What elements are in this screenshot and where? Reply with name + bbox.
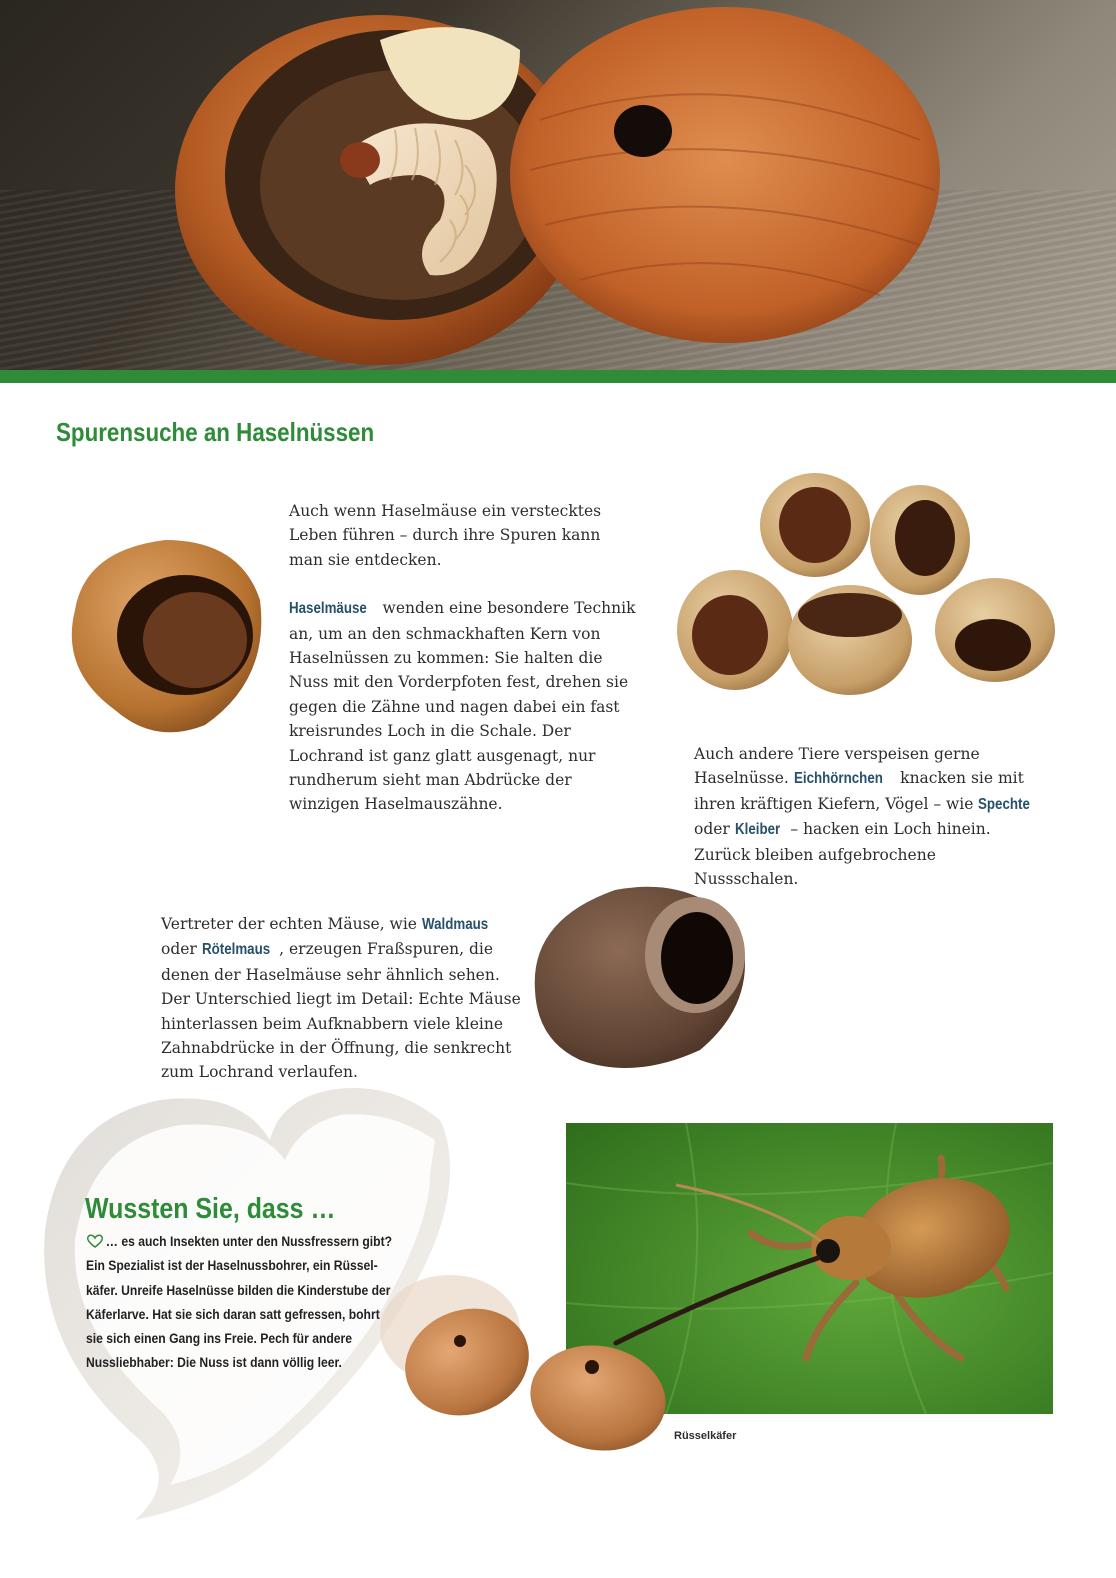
hero-photo xyxy=(0,0,1116,370)
true-mice-text: Vertreter der echten Mäuse, wie Waldmaus oder Rötelmaus , erzeugen Fraßspuren, die denen der Haselmäuse sehr ähnlich sehen. Der Unterschied liegt im Detail: Echte Mäuse hinterlassen beim Aufknabbern viele kleine Zahnabdrücke in der Öffnung, die senkrecht zum Lochrand verlaufen. xyxy=(161,915,521,1082)
did-you-know-line-1: … es auch Insekten unter den Nussfressern gibt? xyxy=(86,1230,428,1254)
did-you-know-line-6: Nussliebhaber: Die Nuss ist dann völlig leer. xyxy=(86,1355,342,1371)
dormouse-nut-image xyxy=(55,530,270,740)
did-you-know-line-4: Käferlarve. Hat sie sich daran satt gefressen, bohrt xyxy=(86,1306,380,1322)
did-you-know-line-3: käfer. Unreife Haselnüsse bilden die Kinderstube der xyxy=(86,1282,391,1298)
keyword-waldmaus: Waldmaus xyxy=(421,916,489,933)
keyword-kleiber: Kleiber xyxy=(734,821,780,839)
did-you-know-title: Wussten Sie, dass … xyxy=(85,1193,336,1225)
other-animals-text: Auch andere Tiere verspeisen gerne Haselnüsse. Eichhörnchen knacken sie mit ihren kräftigen Kiefern, Vögel – wie Spechte oder Kleiber – hacken ein Loch hinein. Zurück bleiben aufgebrochene Nussschalen. xyxy=(694,745,1031,889)
page-title: Spurensuche an Haselnüssen xyxy=(56,417,375,447)
technique-paragraph xyxy=(289,596,639,817)
opened-nuts-image xyxy=(675,470,1065,705)
mouse-nut-image xyxy=(525,880,755,1075)
keyword-haselmaeuse: Haselmäuse xyxy=(289,600,367,618)
bored-nuts-image xyxy=(400,1305,675,1455)
keyword-eichhoernchen: Eichhörnchen xyxy=(793,770,883,788)
did-you-know-line-5: sie sich einen Gang ins Freie. Pech für andere xyxy=(86,1331,353,1347)
technique-text: wenden eine besondere Technik an, um an den schmackhaften Kern von Haselnüssen zu kommen: Sie halten die Nuss mit den Vorderpfoten fest, drehen sie gegen die Zähne und nagen dabei ein fast kreisrundes Loch in die Schale. Der Lochrand ist ganz glatt ausgenagt, nur rundherum sieht man Abdrücke der winzigen Haselmauszähne. xyxy=(289,599,636,814)
keyword-spechte: Spechte xyxy=(978,795,1031,813)
intro-paragraph: Auch wenn Haselmäuse ein verstecktes Leben führen – durch ihre Spuren kann man sie entdecken. xyxy=(289,502,602,569)
header-divider xyxy=(0,370,1116,383)
dormouse-text xyxy=(289,499,639,841)
did-you-know-line-2: Ein Spezialist ist der Haselnussbohrer, ein Rüssel- xyxy=(86,1258,378,1274)
photo-caption: Rüsselkäfer xyxy=(674,1430,737,1442)
keyword-roetelmaus: Rötelmaus xyxy=(201,941,270,959)
heart-icon xyxy=(86,1234,104,1248)
